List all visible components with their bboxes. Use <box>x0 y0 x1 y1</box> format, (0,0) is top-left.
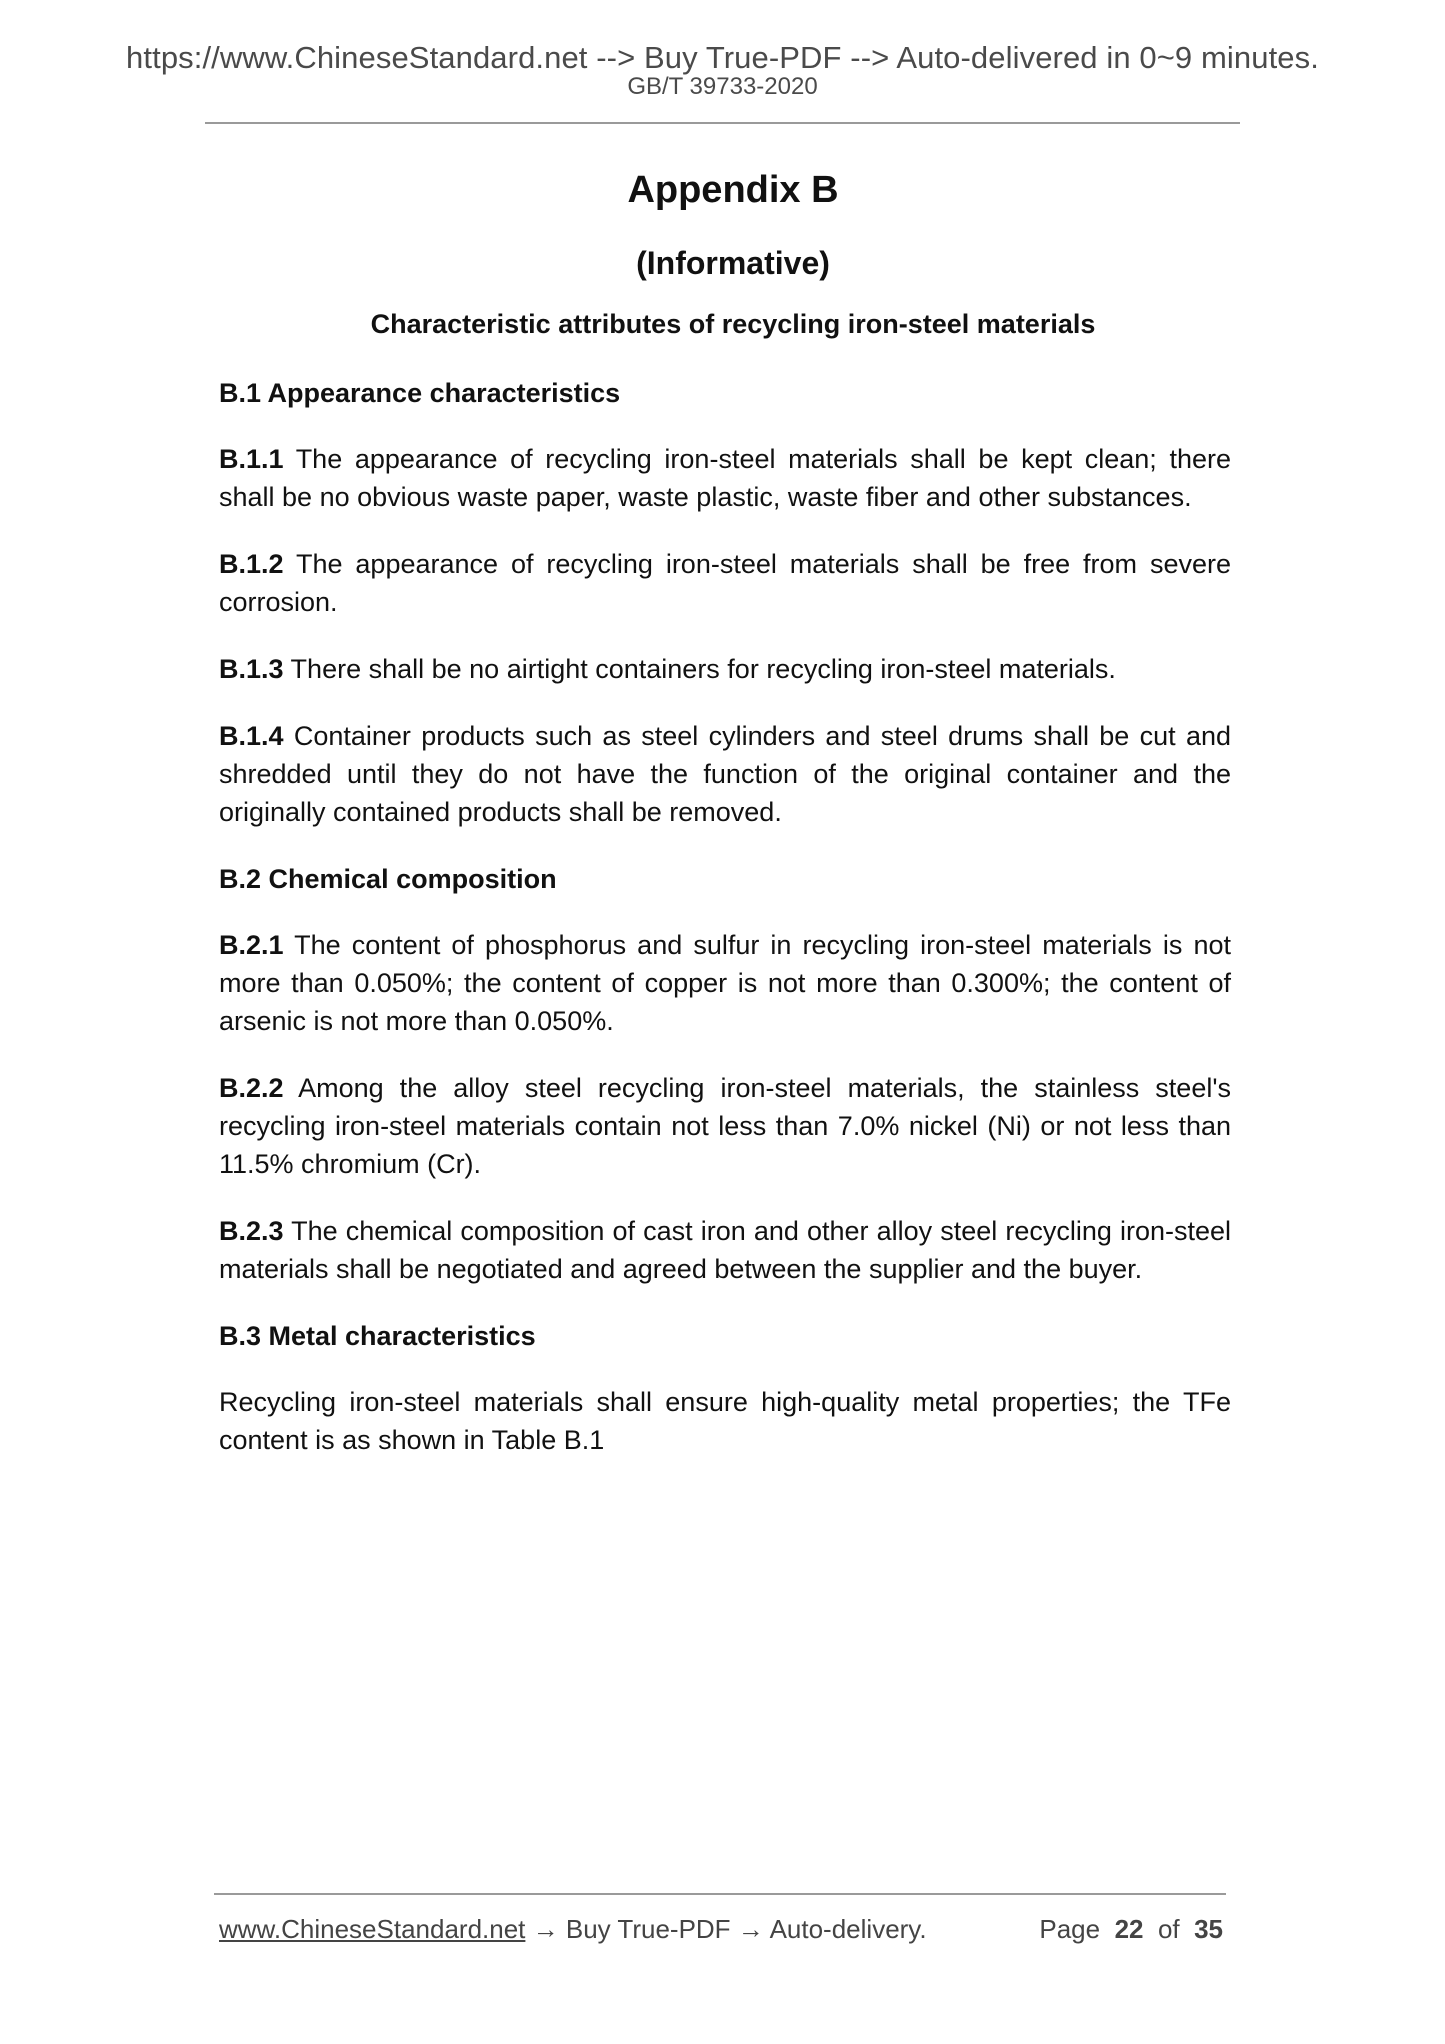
clause-b2-1 <box>219 926 1231 1040</box>
clause-number: B.2.2 <box>219 1073 284 1103</box>
document-body <box>219 168 1231 1488</box>
clause-text: The chemical composition of cast iron and other alloy steel recycling iron-steel materials shall be negotiated and agreed between the supplier and the buyer. <box>219 1216 1231 1284</box>
clause-text: The content of phosphorus and sulfur in recycling iron-steel materials is not more than 0.050%; the content of copper is not more than 0.300%; the content of arsenic is not more than 0.050%. <box>219 930 1231 1036</box>
clause-b1-2 <box>219 545 1231 621</box>
clause-b1-4 <box>219 717 1231 831</box>
page-footer <box>219 1914 1223 1945</box>
section-heading-b1: B.1 Appearance characteristics <box>219 378 621 408</box>
clause-number: B.1.1 <box>219 444 284 474</box>
clause-number: B.1.4 <box>219 721 284 751</box>
clause-text: Container products such as steel cylinders and steel drums shall be cut and shredded until they do not have the function of the original container and the originally contained products shall be removed. <box>219 721 1231 827</box>
clause-b1-1 <box>219 440 1231 516</box>
section-heading-b3: B.3 Metal characteristics <box>219 1321 536 1351</box>
clause-text: There shall be no airtight containers for recycling iron-steel materials. <box>283 654 1116 684</box>
clause-text: The appearance of recycling iron-steel materials shall be kept clean; there shall be no obvious waste paper, waste plastic, waste fiber and other substances. <box>219 444 1231 512</box>
section-b3-text: Recycling iron-steel materials shall ensure high-quality metal properties; the TFe content is as shown in Table B.1 <box>219 1387 1231 1455</box>
clause-b2-2 <box>219 1069 1231 1183</box>
clause-b2-3 <box>219 1212 1231 1288</box>
header-divider <box>205 122 1240 124</box>
top-banner: https://www.ChineseStandard.net --> Buy True-PDF --> Auto-delivered in 0~9 minutes. <box>126 40 1319 75</box>
clause-text: Among the alloy steel recycling iron-steel materials, the stainless steel's recycling iron-steel materials contain not less than 7.0% nickel (Ni) or not less than 11.5% chromium (Cr). <box>219 1073 1231 1179</box>
appendix-type: (Informative) <box>636 245 830 281</box>
page-current: 22 <box>1114 1914 1144 1944</box>
clause-number: B.2.3 <box>219 1216 284 1246</box>
clause-number: B.2.1 <box>219 930 284 960</box>
appendix-title: Appendix B <box>627 169 839 211</box>
appendix-subtitle: Characteristic attributes of recycling iron-steel materials <box>370 309 1096 339</box>
footer-tagline: → Buy True-PDF → Auto-delivery. <box>525 1914 927 1944</box>
page-indicator <box>1039 1914 1223 1945</box>
page-label: Page <box>1039 1914 1101 1944</box>
standard-code: GB/T 39733-2020 <box>627 73 818 100</box>
section-heading-b2: B.2 Chemical composition <box>219 864 557 894</box>
clause-number: B.1.2 <box>219 549 284 579</box>
footer-divider <box>214 1893 1226 1895</box>
clause-b1-3 <box>219 650 1231 688</box>
clause-number: B.1.3 <box>219 654 284 684</box>
page-of-label: of <box>1157 1914 1180 1944</box>
page-total: 35 <box>1194 1914 1223 1944</box>
footer-site-link[interactable]: www.ChineseStandard.net <box>219 1914 526 1944</box>
clause-text: The appearance of recycling iron-steel materials shall be free from severe corrosion. <box>219 549 1231 617</box>
